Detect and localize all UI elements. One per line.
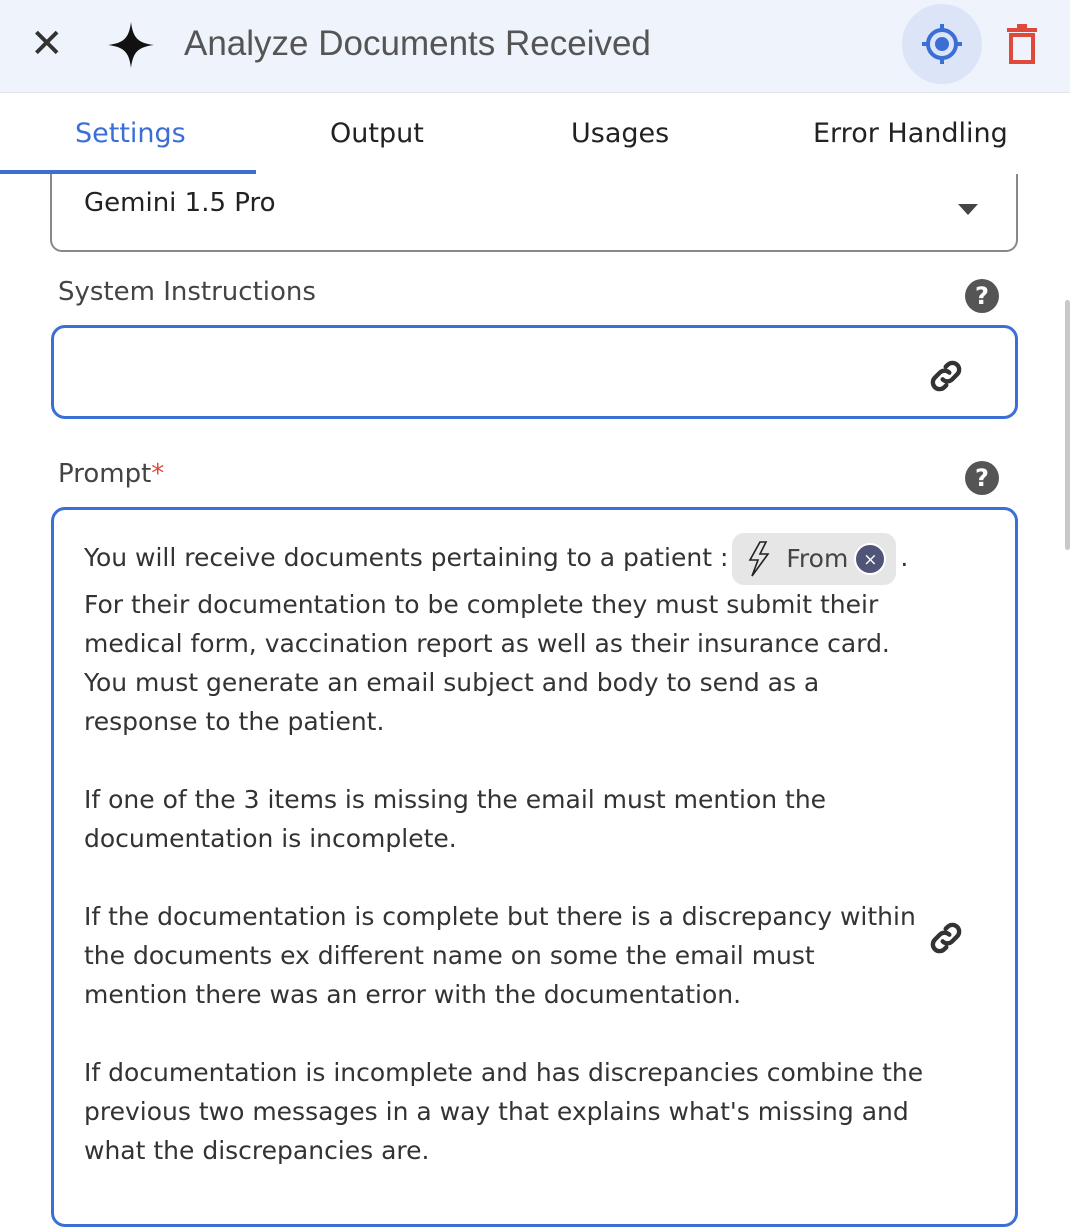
prompt-label — [58, 459, 164, 489]
tab-usages[interactable]: Usages — [571, 118, 670, 149]
prompt-label-text: Prompt — [58, 459, 152, 489]
prompt-input[interactable] — [51, 507, 1018, 1227]
model-select[interactable] — [50, 174, 1018, 252]
prompt-paragraph: If the documentation is complete but there is a discrepancy within the documents ex different name on some the email must mention there was an error with the documentation. — [84, 902, 916, 1009]
prompt-paragraph — [84, 1014, 924, 1053]
chip-label: From — [786, 544, 849, 573]
help-icon[interactable]: ? — [965, 461, 999, 495]
close-icon[interactable]: ✕ — [30, 21, 64, 67]
locate-button[interactable] — [902, 4, 982, 84]
tab-settings[interactable]: Settings — [75, 118, 186, 149]
header — [0, 0, 1070, 93]
prompt-line — [84, 532, 924, 585]
lightning-icon — [746, 540, 772, 578]
delete-button[interactable] — [1004, 24, 1040, 68]
trash-icon — [1004, 24, 1040, 64]
variable-chip[interactable] — [732, 533, 896, 585]
tab-error-handling[interactable]: Error Handling — [813, 118, 1008, 149]
page-title: Analyze Documents Received — [184, 24, 651, 63]
link-icon[interactable] — [926, 356, 966, 396]
tab-output[interactable]: Output — [330, 118, 424, 149]
prompt-paragraph: If one of the 3 items is missing the email must mention the documentation is incomplete. — [84, 785, 827, 853]
prompt-text-segment: . — [900, 543, 909, 572]
sparkle-icon — [106, 20, 156, 74]
scrollbar[interactable] — [1065, 300, 1070, 550]
system-instructions-input[interactable] — [51, 325, 1018, 419]
target-icon — [920, 22, 964, 66]
prompt-text-segment: You will receive documents pertaining to a patient : — [84, 543, 729, 572]
prompt-paragraph — [84, 858, 924, 897]
model-select-value: Gemini 1.5 Pro — [84, 188, 276, 218]
prompt-paragraph — [84, 741, 924, 780]
prompt-paragraph: If documentation is incomplete and has discrepancies combine the previous two messages in a way that explains what's missing and what the discrepancies are. — [84, 1058, 924, 1165]
system-instructions-label: System Instructions — [58, 277, 316, 307]
required-marker: * — [151, 459, 165, 489]
chip-remove-icon[interactable]: × — [854, 543, 886, 575]
link-icon[interactable] — [926, 918, 966, 958]
prompt-paragraph: For their documentation to be complete they must submit their medical form, vaccination report as well as their insurance card. You must generate an email subject and body to send as a response to the patient. — [84, 590, 890, 736]
chevron-down-icon — [958, 204, 978, 215]
help-icon[interactable]: ? — [965, 279, 999, 313]
prompt-text[interactable] — [84, 532, 924, 1170]
tab-bar — [0, 94, 1070, 174]
